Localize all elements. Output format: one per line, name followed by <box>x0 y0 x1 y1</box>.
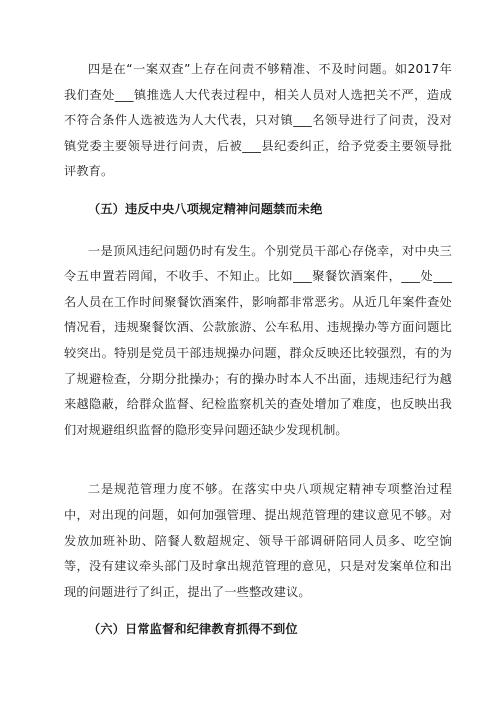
spacer <box>64 185 452 197</box>
spacer <box>64 605 452 617</box>
spacer <box>64 223 452 239</box>
paragraph-violations: 一是顶风违纪问题仍时有发生。个别党员干部心存侥幸，对中央三令五申置若罔闻，不收手、不知止。比如___聚餐饮酒案件，___处___名人员在工作时间聚餐饮酒案件，影响都非常恶劣。从近几年案件查处情况看，违规聚餐饮酒、公款旅游、公车私用、违规操办等方面问题比较突出。特别是党员干部违规操办问题，群众反映还比较强烈，有的为了规避检查，分期分批操办；有的操办时本人不出面，违规违纪行为越来越隐蔽，给群众监督、纪检监察机关的查处增加了难度，也反映出我们对规避组织监督的隐形变异问题还缺少发现机制。 <box>64 243 452 437</box>
section-heading-6: （六）日常监督和纪律教育抓得不到位 <box>88 622 298 637</box>
paragraph-management: 二是规范管理力度不够。在落实中央八项规定精神专项整治过程中，对出现的问题，如何加强管理、提出规范管理的建议意见不够。对发放加班补助、陪餐人数超规定、领导干部调研陪同人员多、吃空饷等，没有建议牵头部门及时拿出规范管理的意见，只是对发案单位和出现的问题进行了纠正，提出了一些整改建议。 <box>64 482 452 599</box>
spacer <box>64 443 452 477</box>
section-heading-5: （五）违反中央八项规定精神问题禁而未绝 <box>88 201 323 216</box>
paragraph-accountability: 四是在“一案双查”上存在问责不够精准、不及时问题。如2017年我们查处___镇推选人大代表过程中，相关人员对人选把关不严，造成不符合条件人选被选为人大代表，只对镇___名领导进行了问责，没对镇党委主要领导进行问责，后被___县纪委纠正，给予党委主要领导批评教育。 <box>64 62 452 179</box>
